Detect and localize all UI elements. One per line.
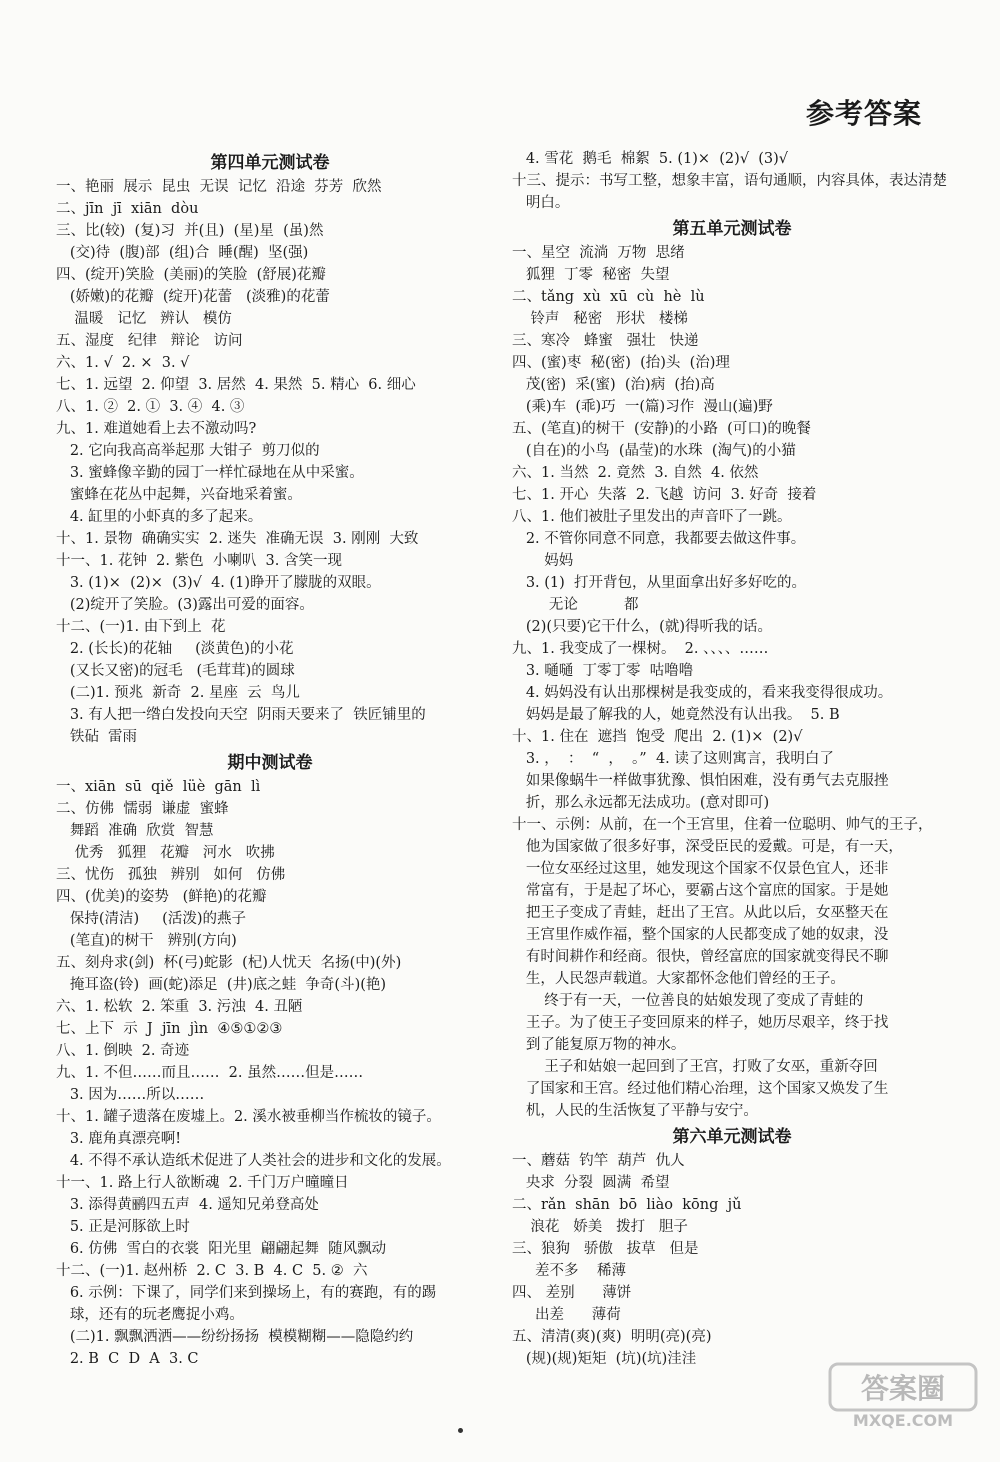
answer-line: (二)1. 飘飘洒洒——纷纷扬扬 模模糊糊——隐隐约约 <box>56 1329 414 1345</box>
answer-line: 蜜蜂在花丛中起舞，兴奋地采着蜜。 <box>56 487 302 503</box>
answer-line: 3. 因为……所以…… <box>56 1087 205 1103</box>
answer-line: 六、1. 当然 2. 竟然 3. 自然 4. 依然 <box>512 465 759 481</box>
answer-line: 一、艳丽 展示 昆虫 无误 记忆 沿途 芬芳 欣然 <box>56 179 382 195</box>
answer-line: 掩耳盗(铃) 画(蛇)添足 (井)底之蛙 争奇(斗)(艳) <box>56 977 387 993</box>
answer-line: 舞蹈 准确 欣赏 智慧 <box>56 823 214 839</box>
left-column <box>56 148 484 1370</box>
answer-line: 3. 蜜蜂像辛勤的园丁一样忙碌地在从中采蜜。 <box>56 465 364 481</box>
section-title: 第五单元测试卷 <box>672 219 792 239</box>
answer-line: 常富有，于是起了坏心，要霸占这个富庶的国家。于是她 <box>512 883 889 899</box>
answer-line: 九、1. 难道她看上去不激动吗? <box>56 421 257 437</box>
answer-line: 七、1. 远望 2. 仰望 3. 居然 4. 果然 5. 精心 6. 细心 <box>56 377 416 393</box>
answer-line: 王宫里作威作福，整个国家的人民都变成了她的奴隶，没 <box>512 927 889 943</box>
answer-line: 4. 妈妈没有认出那棵树是我变成的，看来我变得很成功。 <box>512 685 893 701</box>
answer-line: 机，人民的生活恢复了平静与安宁。 <box>512 1103 758 1119</box>
answer-line: 七、上下 示 J jīn jìn ④⑤①②③ <box>56 1021 283 1037</box>
answer-line: 央求 分裂 圆满 希望 <box>512 1175 670 1191</box>
answer-line: 一、xiān sū qiě lüè gān lì <box>56 779 261 795</box>
answer-line: 3. 鹿角真漂亮啊! <box>56 1131 182 1147</box>
answer-line: 五、(笔直)的树干 (安静)的小路 (可口)的晚餐 <box>512 421 811 437</box>
answer-line: (乘)车 (乖)巧 一(篇)习作 漫山(遍)野 <box>512 399 773 415</box>
answer-line: 终于有一天，一位善良的姑娘发现了变成了青蛙的 <box>512 993 864 1009</box>
answer-line: 3. 添得黄鹂四五声 4. 遥知兄弟登高处 <box>56 1197 319 1213</box>
answer-line: 无论 都 <box>512 597 639 613</box>
answer-line: 王子。为了使王子变回原来的样子，她历尽艰辛，终于找 <box>512 1015 889 1031</box>
answer-line: 二、仿佛 懦弱 谦虚 蜜蜂 <box>56 801 229 817</box>
answer-line: 4. 不得不承认造纸术促进了人类社会的进步和文化的发展。 <box>56 1153 451 1169</box>
watermark-sub: MXQE.COM <box>852 1411 954 1430</box>
answer-line: 十一、1. 路上行人欲断魂 2. 千门万户曈曈日 <box>56 1175 349 1191</box>
answer-line: 4. 缸里的小虾真的多了起来。 <box>56 509 263 525</box>
answer-line: 三、寒冷 蜂蜜 强壮 快递 <box>512 333 699 349</box>
answer-line: 4. 雪花 鹅毛 棉絮 5. (1)× (2)√ (3)√ <box>512 151 789 167</box>
answer-line: 2. B C D A 3. C <box>56 1351 199 1367</box>
answer-line: (二)1. 预兆 新奇 2. 星座 云 鸟儿 <box>56 685 300 701</box>
answer-line: 他为国家做了很多好事，深受臣民的爱戴。可是，有一天， <box>512 839 903 855</box>
answer-line: 温暖 记忆 辨认 模仿 <box>56 311 232 327</box>
answer-line: 球，还有的玩老鹰捉小鸡。 <box>56 1307 244 1323</box>
answer-line: (2)绽开了笑脸。(3)露出可爱的面容。 <box>56 597 314 613</box>
answer-line: 妈妈是最了解我的人，她竟然没有认出我。 5. B <box>512 707 840 723</box>
answer-line: 5. 正是河豚欲上时 <box>56 1219 190 1235</box>
answer-line: (规)(规)矩矩 (坑)(坑)洼洼 <box>512 1351 697 1367</box>
answer-line: 差不多 稀薄 <box>512 1263 626 1279</box>
answer-line: 优秀 狐狸 花瓣 河水 吹拂 <box>56 845 275 861</box>
answer-line: (笔直)的树干 辨别(方向) <box>56 933 237 949</box>
answer-line: 如果像蜗牛一样做事犹豫、惧怕困难，没有勇气去克服挫 <box>512 773 889 789</box>
answer-line: (又长又密)的冠毛 (毛茸茸)的圆球 <box>56 663 295 679</box>
answer-line: 四、(优美)的姿势 (鲜艳)的花瓣 <box>56 889 267 905</box>
answer-line: 一、星空 流淌 万物 思绪 <box>512 245 685 261</box>
answer-line: 铃声 秘密 形状 楼梯 <box>512 311 688 327</box>
section-title: 第六单元测试卷 <box>672 1127 792 1147</box>
answer-line: 到了能复原万物的神水。 <box>512 1037 686 1053</box>
answer-line: 十三、提示：书写工整，想象丰富，语句通顺，内容具体，表达清楚 <box>512 173 947 189</box>
answer-line: 十、1. 景物 确确实实 2. 迷失 准确无误 3. 刚刚 大致 <box>56 531 419 547</box>
page-header: 参考答案 <box>805 97 922 130</box>
answer-line: 明白。 <box>512 195 570 211</box>
answer-line: 有时间耕作和经商。很快，曾经富庶的国家就变得民不聊 <box>512 949 889 965</box>
answer-line: 把王子变成了青蛙，赶出了王宫。从此以后，女巫整天在 <box>512 905 889 921</box>
answer-line: 一、蘑菇 钓竿 葫芦 仇人 <box>512 1153 685 1169</box>
answer-line: 出差 薄荷 <box>512 1307 621 1323</box>
answer-line: 2. 它向我高高举起那 大钳子 剪刀似的 <box>56 443 320 459</box>
answer-line: 十一、示例：从前，在一个王宫里，住着一位聪明、帅气的王子， <box>512 817 933 833</box>
answer-line: 折，那么永远都无法成功。(意对即可) <box>512 795 770 811</box>
answer-line: 王子和姑娘一起回到了王宫，打败了女巫，重新夺回 <box>512 1059 878 1075</box>
answer-line: 6. 示例：下课了，同学们来到操场上，有的赛跑，有的踢 <box>56 1285 437 1301</box>
answer-line: 八、1. ② 2. ① 3. ④ 4. ③ <box>56 399 245 415</box>
answer-line: 保持(清洁) (活泼)的燕子 <box>56 911 247 927</box>
answer-line: 六、1. √ 2. × 3. √ <box>56 355 190 371</box>
answer-line: 3. (1) 打开背包，从里面拿出好多好吃的。 <box>512 575 807 591</box>
section-title: 第四单元测试卷 <box>210 153 330 173</box>
answer-line: (交)待 (腹)部 (组)合 睡(醒) 坚(强) <box>56 245 309 261</box>
answer-line: 妈妈 <box>512 553 574 569</box>
answer-line: 九、1. 不但……而且…… 2. 虽然……但是…… <box>56 1065 364 1081</box>
answer-line: 十、1. 罐子遗落在废墟上。2. 溪水被垂柳当作梳妆的镜子。 <box>56 1109 441 1125</box>
answer-line: (娇嫩)的花瓣 (绽开)花蕾 (淡雅)的花蕾 <box>56 289 330 305</box>
answer-line: 6. 仿佛 雪白的衣裳 阳光里 翩翩起舞 随风飘动 <box>56 1241 387 1257</box>
answer-line: 十二、(一)1. 由下到上 花 <box>56 619 226 635</box>
answer-line: 十二、(一)1. 赵州桥 2. C 3. B 4. C 5. ② 六 <box>56 1263 368 1279</box>
answer-line: 3. ， ： “ ， 。” 4. 读了这则寓言，我明白了 <box>512 751 834 767</box>
right-column <box>512 148 952 1370</box>
answer-line: 五、清清(爽)(爽) 明明(亮)(亮) <box>512 1329 712 1345</box>
answer-line: 二、jīn jī xiān dòu <box>56 201 199 217</box>
answer-line: 二、tǎng xù xū cù hè lù <box>512 289 705 305</box>
answer-line: 了国家和王宫。经过他们精心治理，这个国家又焕发了生 <box>512 1081 889 1097</box>
answer-line: (2)(只要)它干什么，(就)得听我的话。 <box>512 619 772 635</box>
answer-line: 2. 不管你同意不同意，我都要去做这件事。 <box>512 531 806 547</box>
answer-line: 十一、1. 花钟 2. 紫色 小喇叭 3. 含笑一现 <box>56 553 342 569</box>
answer-line: 八、1. 他们被肚子里发出的声音吓了一跳。 <box>512 509 792 525</box>
answer-line: 二、rǎn shān bō liào kōng jǔ <box>512 1197 742 1213</box>
answer-line: 六、1. 松软 2. 笨重 3. 污浊 4. 丑陋 <box>56 999 303 1015</box>
answer-line: 3. 有人把一绺白发投向天空 阴雨天要来了 铁匠铺里的 <box>56 707 426 723</box>
section-title: 期中测试卷 <box>227 753 313 773</box>
answer-line: 2. (长长)的花轴 (淡黄色)的小花 <box>56 641 294 657</box>
answer-line: 四、 差别 薄饼 <box>512 1285 632 1301</box>
answer-line: 三、忧伤 孤独 辨别 如何 仿佛 <box>56 867 286 883</box>
answer-line: 生，人民怨声载道。大家都怀念他们曾经的王子。 <box>512 971 845 987</box>
answer-line: (自在)的小鸟 (晶莹)的水珠 (淘气)的小猫 <box>512 443 796 459</box>
answer-line: 十、1. 住在 遮挡 饱受 爬出 2. (1)× (2)√ <box>512 729 803 745</box>
answer-line: 铁砧 雷雨 <box>56 729 138 745</box>
answer-line: 一位女巫经过这里，她发现这个国家不仅景色宜人，还非 <box>512 861 889 877</box>
answer-line: 狐狸 丁零 秘密 失望 <box>512 267 670 283</box>
answer-line: 3. 嗵嗵 丁零丁零 咕噜噜 <box>512 663 694 679</box>
watermark-text: 答案圈 <box>860 1372 946 1405</box>
answer-line: 八、1. 倒映 2. 奇迹 <box>56 1043 190 1059</box>
answer-line: 三、比(较) (复)习 并(且) (星)星 (虽)然 <box>56 223 324 239</box>
answer-line: 四、(绽开)笑脸 (美丽)的笑脸 (舒展)花瓣 <box>56 267 326 283</box>
answer-line: 四、(蜜)枣 秘(密) (抬)头 (治)理 <box>512 355 730 371</box>
answer-line: 七、1. 开心 失落 2. 飞越 访问 3. 好奇 接着 <box>512 487 817 503</box>
answer-line: 茂(密) 采(蜜) (治)病 (抬)高 <box>512 377 715 393</box>
answer-line: 五、刻舟求(剑) 杯(弓)蛇影 (杞)人忧天 名扬(中)(外) <box>56 955 402 971</box>
page-dot <box>458 1428 463 1433</box>
answer-line: 3. (1)× (2)× (3)√ 4. (1)睁开了朦胧的双眼。 <box>56 575 381 591</box>
answer-line: 浪花 娇美 拨打 胆子 <box>512 1219 688 1235</box>
answer-line: 五、湿度 纪律 辩论 访问 <box>56 333 243 349</box>
answer-line: 九、1. 我变成了一棵树。 2. 、、、、…… <box>512 641 769 657</box>
watermark-logo <box>828 1362 978 1432</box>
answer-line: 三、狼狗 骄傲 拔草 但是 <box>512 1241 699 1257</box>
